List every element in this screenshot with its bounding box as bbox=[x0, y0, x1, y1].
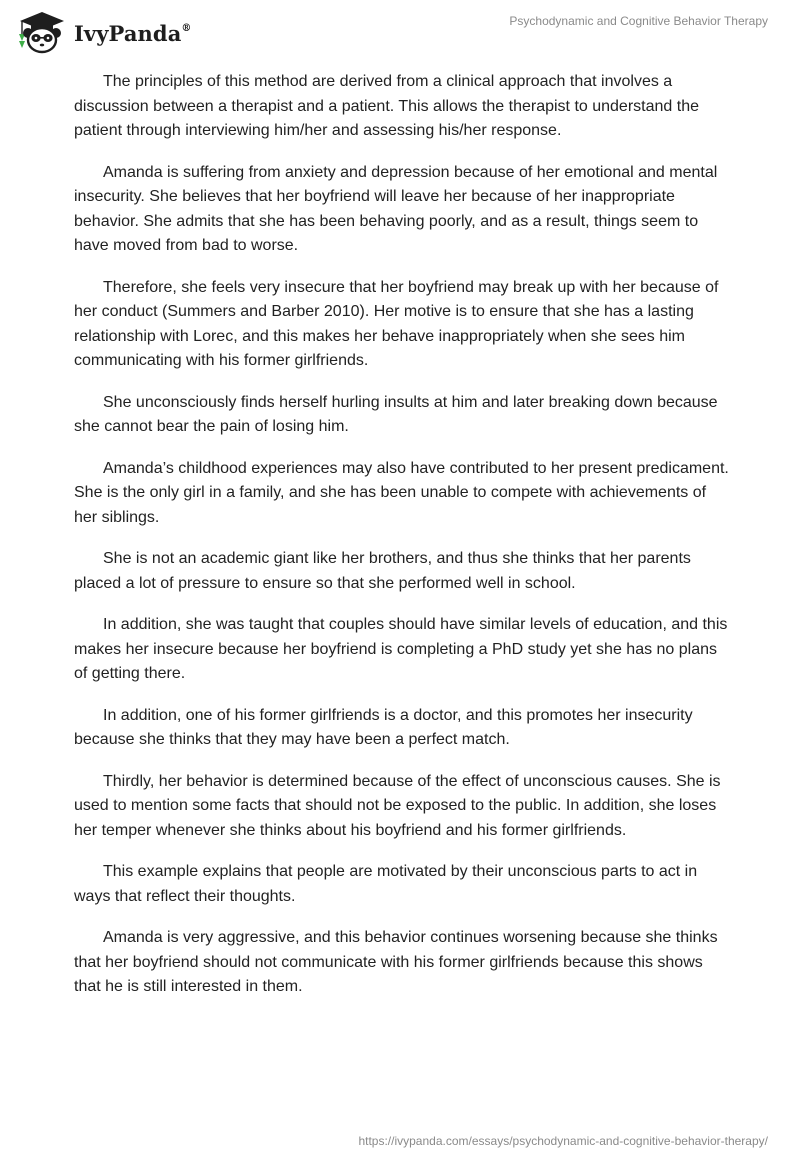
paragraph: She unconsciously finds herself hurling insults at him and later breaking down because she cannot bear the pain of losing him. bbox=[74, 393, 718, 435]
paragraph: The principles of this method are derived from a clinical approach that involves a discussion between a therapist and a patient. This allows the therapist to understand the patient through interviewing him/her and assessing his/her response. bbox=[74, 73, 699, 139]
registered-mark: ® bbox=[181, 22, 192, 34]
source-url[interactable]: https://ivypanda.com/essays/psychodynamic-and-cognitive-behavior-therapy/ bbox=[358, 1134, 768, 1148]
paragraph: This example explains that people are motivated by their unconscious parts to act in ways that reflect their thoughts. bbox=[74, 863, 698, 905]
panda-graduate-icon bbox=[14, 10, 70, 54]
paragraph: Thirdly, her behavior is determined because of the effect of unconscious causes. She is used to mention some facts that should not be exposed to the public. In addition, she loses her temper whenever she thinks about his boyfriend and his former girlfriends. bbox=[74, 772, 721, 839]
logo-text: IvyPanda bbox=[74, 20, 182, 46]
paragraph: In addition, one of his former girlfriends is a doctor, and this promotes her insecurity because she thinks that they may have been a perfect match. bbox=[74, 706, 693, 748]
paragraph: She is not an academic giant like her brothers, and thus she thinks that her parents placed a lot of pressure to ensure so that she performed well in school. bbox=[74, 550, 691, 592]
paragraph: Amanda’s childhood experiences may also have contributed to her present predicament. She is the only girl in a family, and she has been unable to compete with achievements of her siblings. bbox=[74, 459, 729, 526]
essay-body bbox=[74, 70, 730, 1017]
paragraph: Therefore, she feels very insecure that her boyfriend may break up with her because of her conduct (Summers and Barber 2010). Her motive is to ensure that she has a lasting relationship with Lorec, and this makes her behave inappropriately when she sees him communicating with his former girlfriends. bbox=[74, 278, 719, 369]
paragraph: In addition, she was taught that couples should have similar levels of education, and this makes her insecure because her boyfriend is completing a PhD study yet she has no plans of getting there. bbox=[74, 616, 728, 682]
paragraph: Amanda is very aggressive, and this behavior continues worsening because she thinks that her boyfriend should not communicate with his former girlfriends because this shows that he is still interested in them. bbox=[74, 929, 718, 995]
logo-wordmark bbox=[74, 21, 192, 46]
paragraph: Amanda is suffering from anxiety and depression because of her emotional and mental insecurity. She believes that her boyfriend will leave her because of her inappropriate behavior. She admits that she has been behaving poorly, and as a result, things seem to have moved from bad to worse. bbox=[74, 163, 718, 254]
site-logo[interactable] bbox=[14, 10, 192, 54]
document-title: Psychodynamic and Cognitive Behavior Therapy bbox=[509, 14, 768, 28]
